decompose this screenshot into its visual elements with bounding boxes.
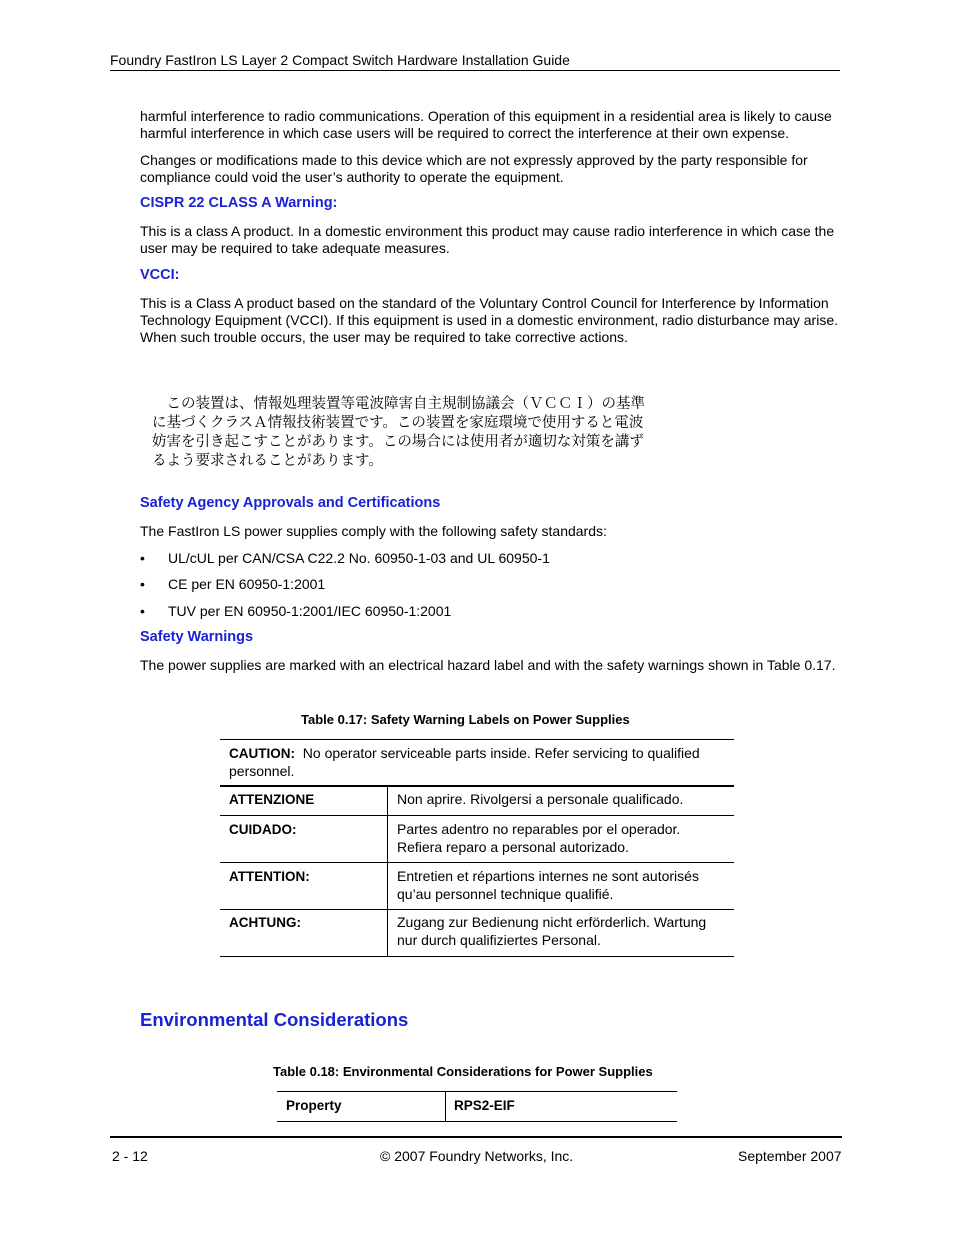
cispr-paragraph [140, 223, 840, 257]
publication-date: September 2007 [738, 1148, 842, 1164]
table-row-line: Zugang zur Bedienung nicht erförderlich. Wartung [397, 914, 707, 930]
table-row-line: qu’au personnel technique qualifié. [397, 885, 614, 902]
paragraph-line: harmful interference to radio communications. Operation of this equipment in a residential area is likely to cause [140, 108, 832, 124]
caution-text: No operator serviceable parts inside. Refer servicing to qualified [302, 745, 700, 761]
paragraph-line: harmful interference in which case users will be required to correct the interference at their own expense. [140, 125, 789, 141]
safety-warnings-intro: The power supplies are marked with an electrical hazard label and with the safety warnings shown in Table 0.17. [140, 657, 836, 673]
interference-paragraph [140, 108, 840, 142]
environmental-heading: Environmental Considerations [140, 1009, 409, 1030]
table-row-line: nur durch qualifiziertes Personal. [397, 931, 601, 948]
japanese-line: に基づくクラスＡ情報技術装置です。この装置を家庭環境で使用すると電波 [152, 415, 644, 431]
footer-divider [110, 1136, 842, 1138]
japanese-line: 妨害を引き起こすことがあります。この場合には使用者が適切な対策を講ず [152, 434, 644, 450]
paragraph-line: This is a Class A product based on the standard of the Voluntary Control Council for Interference by Information [140, 295, 829, 311]
page-number: 2 - 12 [112, 1148, 148, 1164]
list-item: UL/cUL per CAN/CSA C22.2 No. 60950-1-03 and UL 60950-1 [168, 550, 550, 566]
bullet-icon: • [140, 603, 145, 619]
bullet-icon: • [140, 550, 145, 566]
bullet-icon: • [140, 576, 145, 592]
table-17-caption: Table 0.17: Safety Warning Labels on Power Supplies [301, 712, 630, 727]
table-rule [220, 739, 734, 740]
vcci-paragraph [140, 295, 840, 346]
table-row-label: CUIDADO: [229, 822, 297, 837]
table-row-text [397, 868, 699, 903]
table-row-label: ATTENTION: [229, 869, 310, 884]
paragraph-line: Technology Equipment (VCCI). If this equipment is used in a domestic environment, radio disturbance may arise. [140, 312, 839, 328]
table-row-label: ATTENZIONE [229, 792, 315, 807]
vcci-heading: VCCI: [140, 267, 180, 283]
caution-text: personnel. [229, 762, 295, 779]
japanese-line: るよう要求されることがあります。 [152, 453, 383, 469]
caution-row [229, 745, 729, 780]
table-column-divider [387, 787, 388, 956]
paragraph-line: Changes or modifications made to this device which are not expressly approved by the party responsible for [140, 152, 808, 168]
running-header: Foundry FastIron LS Layer 2 Compact Switch Hardware Installation Guide [110, 52, 570, 68]
japanese-line: この装置は、情報処理装置等電波障害自主規制協議会（ＶＣＣＩ）の基準 [152, 396, 645, 412]
paragraph-line: This is a class A product. In a domestic environment this product may cause radio interference in which case the [140, 223, 835, 239]
table-rule [220, 862, 734, 863]
caution-label: CAUTION: [229, 746, 295, 761]
table-row-line: Entretien et répartions internes ne sont autorisés [397, 868, 699, 884]
safety-approvals-intro: The FastIron LS power supplies comply with the following safety standards: [140, 523, 607, 539]
copyright: © 2007 Foundry Networks, Inc. [380, 1148, 574, 1164]
table-row-text [397, 821, 680, 856]
modifications-paragraph [140, 152, 840, 186]
table-rule [277, 1091, 677, 1092]
table-row-label: ACHTUNG: [229, 915, 301, 930]
header-divider [110, 70, 840, 71]
list-item: TUV per EN 60950-1:2001/IEC 60950-1:2001 [168, 603, 452, 619]
table-row-text [397, 914, 706, 949]
safety-approvals-heading: Safety Agency Approvals and Certifications [140, 495, 441, 511]
table-rule [220, 909, 734, 910]
table-row-text: Non aprire. Rivolgersi a personale qualificado. [397, 791, 684, 807]
list-item: CE per EN 60950-1:2001 [168, 576, 326, 592]
table-rule [220, 956, 734, 957]
table-18-header-rps2: RPS2-EIF [454, 1098, 515, 1113]
vcci-japanese-notice [152, 395, 672, 471]
paragraph-line: When such trouble occurs, the user may be required to take corrective actions. [140, 329, 628, 345]
safety-warnings-heading: Safety Warnings [140, 629, 254, 645]
table-18-caption: Table 0.18: Environmental Considerations for Power Supplies [273, 1064, 653, 1079]
paragraph-line: compliance could void the user’s authority to operate the equipment. [140, 169, 564, 185]
paragraph-line: user may be required to take adequate measures. [140, 240, 450, 256]
table-column-divider [445, 1091, 446, 1122]
table-row-line: Partes adentro no reparables por el operador. [397, 821, 681, 837]
table-rule [220, 785, 734, 787]
cispr-heading: CISPR 22 CLASS A Warning: [140, 195, 338, 211]
table-row-line: Refiera reparo a personal autorizado. [397, 838, 629, 855]
table-18-header-property: Property [286, 1098, 342, 1113]
table-rule [277, 1121, 677, 1122]
table-rule [220, 815, 734, 816]
